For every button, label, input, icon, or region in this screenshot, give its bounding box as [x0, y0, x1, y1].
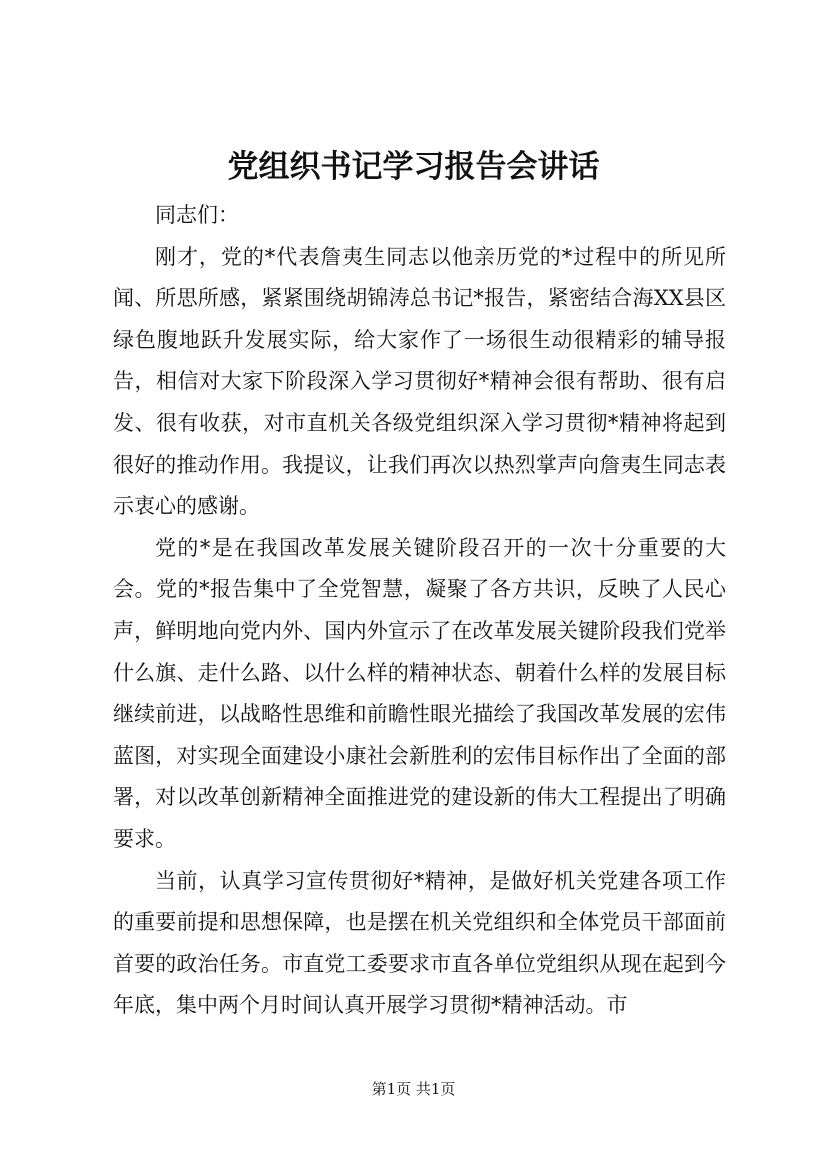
paragraph-2: 党的*是在我国改革发展关键阶段召开的一次十分重要的大会。党的*报告集中了全党智慧，凝聚了各方共识，反映了人民心声，鲜明地向党内外、国内外宣示了在改革发展关键阶段我们党举什么旗、走什么路、以什么样的精神状态、朝着什么样的发展目标继续前进，以战略性思维和前瞻性眼光描绘了我国改革发展的宏伟蓝图，对实现全面建设小康社会新胜利的宏伟目标作出了全面的部署，对以改革创新精神全面推进党的建设新的伟大工程提出了明确要求。: [113, 535, 726, 851]
salutation: 同志们：: [155, 203, 239, 227]
document-title: 党组织书记学习报告会讲话: [227, 149, 600, 185]
paragraph-1: 刚才，党的*代表詹夷生同志以他亲历党的*过程中的所见所闻、所思所感，紧紧围绕胡锦涛总书记*报告，紧密结合海XX县区绿色腹地跃升发展实际，给大家作了一场很生动很精彩的辅导报告，相信对大家下阶段深入学习贯彻好*精神会很有帮助、很有启发、很有收获，对市直机关各级党组织深入学习贯彻*精神将起到很好的推动作用。我提议，让我们再次以热烈掌声向詹夷生同志表示衷心的感谢。: [113, 244, 726, 519]
page-footer: 第1页 共1页: [371, 1080, 456, 1098]
paragraph-3: 当前，认真学习宣传贯彻好*精神，是做好机关党建各项工作的重要前提和思想保障，也是摆在机关党组织和全体党员干部面前首要的政治任务。市直党工委要求市直各单位党组织从现在起到今年底，集中两个月时间认真开展学习贯彻*精神活动。市: [113, 868, 726, 1018]
document-body: [113, 195, 726, 1027]
